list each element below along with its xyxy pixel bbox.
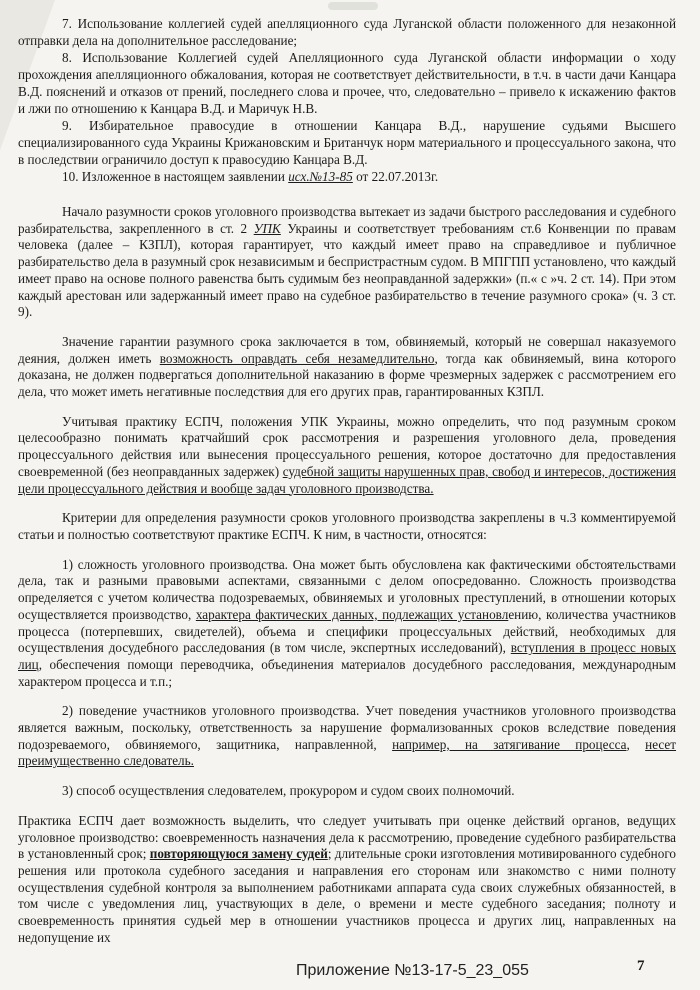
paragraph-reasonable-time-origin: Начало разумности сроков уголовного производства вытекает из задачи быстрого расследования и судебного разбирательства, закрепленного в ст. 2 УПК Украины и соответствует требованиям ст.6 Конвенции по правам человека (далее – КЗПЛ), которая гарантирует, что каждый имеет право на справедливое и публичное разбирательство дела в разумный срок независимым и беспристрастным судом. В МПГПП установлено, что каждый имеет право на основе полного равенства быть судимым без неоправданной задержки» (п.« с »ч. 2 ст. 14). При этом каждый арестован или задержанный имеет право на судебное разбирательство в течение разумного срока» (ч. 3 ст. 9). bbox=[18, 204, 677, 320]
reference-link: исх.№13-85 bbox=[288, 169, 353, 185]
paragraph-guarantee-meaning: Значение гарантии разумного срока заключается в том, обвиняемый, который не совершал наказуемого деяния, должен иметь возможность оправдать себя незамедлительно, тогда как обвиняемый, вина которого доказана, не должен подвергаться дополнительной наказанию в форме чрезмерных задержек с рассмотрением его дела, что может иметь негативные последствия для его других прав, гарантированных КЗПЛ. bbox=[18, 333, 677, 400]
criterion-participants-behavior: 2) поведение участников уголовного производства. Учет поведения участников уголовного производства является важным, поскольку, ответственность за нарушение формализованных сроков вследствие поведения подозреваемого, обвиняемого, защитника, направленной, например, на затягивание процесса, несет преимущественно следователь. bbox=[18, 703, 677, 769]
scan-artifact bbox=[328, 2, 378, 10]
document-body bbox=[18, 16, 676, 946]
page-number: 7 bbox=[637, 958, 645, 974]
criterion-powers: 3) способ осуществления следователем, прокурором и судом своих полномочий. bbox=[62, 783, 515, 799]
paragraph-echr-practice: Учитывая практику ЕСПЧ, положения УПК Украины, можно определить, что под разумным сроком целесообразно понимать кратчайший срок рассмотрения и разрешения уголовного дела, проведения процессуального действия или вынесения процессуального решения, которое достаточно для предоставления своевременной (без неоправданных задержек) судебной защиты нарушенных прав, свобод и интересов, достижения цели процессуального действия и вообще задач уголовного производства. bbox=[18, 413, 676, 496]
list-item-9: 9. Избирательное правосудие в отношении Канцара В.Д., нарушение судьями Высшего специализированного суда Украины Крижановским и Британчук норм материального и процессуального закона, что в последствии ограничило доступ к правосудию Канцара В.Д. bbox=[18, 118, 677, 167]
attachment-footer: Приложение №13-17-5_23_055 bbox=[296, 962, 529, 979]
upk-reference: УПК bbox=[253, 220, 281, 236]
list-item-10: 10. Изложенное в настоящем заявлении исх.№13-85 от 22.07.2013г. bbox=[62, 169, 439, 185]
paragraph-echr-assessment: Практика ЕСПЧ дает возможность выделить, что следует учитывать при оценке действий органов, ведущих уголовное производство: своевременность назначения дела к рассмотрению, проведение судебного разбирательства в установленный срок; повторяющуюся замену судей; длительные сроки изготовления мотивированного судебного решения или протокола судебного заседания и направления его сторонам или знакомство с ними полноту осуществления судебной контроля за выполнением работниками аппарата суда своих служебных обязанностей, в том числе с уведомления лиц, участвующих в деле, о времени и месте судебного заседания; полноту и своевременность принятия судьей мер в отношении участников процесса и других лиц, направленных на недопущение их bbox=[18, 812, 676, 945]
list-item-7: 7. Использование коллегией судей апелляционного суда Луганской области положенного для незаконной отправки дела на дополнительное расследование; bbox=[18, 16, 677, 48]
criterion-complexity: 1) сложность уголовного производства. Она может быть обусловлена как фактическими обстоятельствами дела, так и разными правовыми аспектами, связанными с делом опосредованно. Сложность производства определяется с учетом количества подозреваемых, обвиняемых и уголовных преступлений, в отношении которых осуществляется производство, характера фактических данных, подлежащих установлению, количества участников процесса (потерпевших, свидетелей), объема и специфики процессуальных действий, необходимых для осуществления досудебного расследования (в том числе, экспертных исследований), вступления в процесс новых лиц, обеспечения помощи переводчика, объединения материалов досудебного расследования, международным характером процесса и т.п.; bbox=[18, 556, 677, 689]
list-item-8: 8. Использование Коллегией судей Апелляционного суда Луганской области информации о ходу прохождения апелляционного обжалования, которая не соответствует действительности, в т.ч. в части дачи Канцара В.Д. пояснений и отказов от прений, последнего слова и прочее, что, следовательно – привело к искажению фактов и лжи по отношению к Канцара В.Д. и Маричук Н.В. bbox=[18, 50, 676, 116]
paragraph-criteria: Критерии для определения разумности сроков уголовного производства закреплены в ч.3 комментируемой статьи и полностью соответствуют практике ЕСПЧ. К ним, в частности, относятся: bbox=[18, 510, 676, 542]
